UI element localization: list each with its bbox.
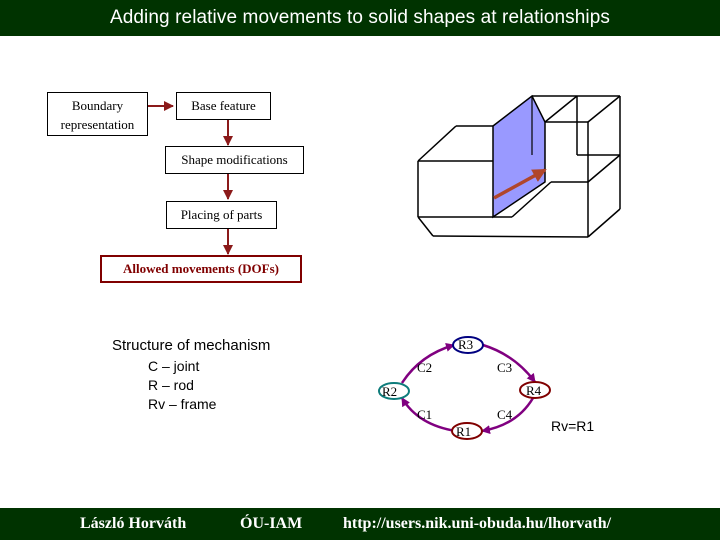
mechanism-item-joint: C – joint [148, 358, 200, 374]
joint-label: C1 [417, 407, 433, 422]
base-feature-label: Base feature [191, 98, 256, 113]
placing-of-parts-box [166, 201, 277, 229]
rod-label: R3 [458, 337, 474, 352]
footer-url[interactable]: http://users.nik.uni-obuda.hu/lhorvath/ [343, 515, 612, 532]
shape-modifications-box [165, 146, 304, 174]
allowed-movements-box [100, 255, 302, 283]
mechanism-title: Structure of mechanism [112, 337, 271, 354]
rv-equation: Rv=R1 [551, 418, 595, 434]
footer-institution: ÓU-IAM [240, 515, 303, 532]
shape-modifications-label: Shape modifications [181, 152, 288, 167]
joint-label: C2 [417, 360, 433, 375]
placing-of-parts-label: Placing of parts [180, 207, 263, 222]
plate-face [493, 96, 545, 217]
boundary-label-line-1: Boundary [71, 98, 124, 113]
mechanism-item-frame: Rv – frame [148, 396, 217, 412]
boundary-representation-box [47, 92, 148, 136]
slide-title: Adding relative movements to solid shapes at relationships [109, 7, 611, 28]
boundary-label-line-2: representation [60, 117, 135, 132]
allowed-movements-label: Allowed movements (DOFs) [123, 261, 279, 276]
rod-label: R1 [456, 424, 472, 439]
joint-label: C3 [497, 360, 513, 375]
joint-label: C4 [497, 407, 513, 422]
base-feature-box [176, 92, 271, 120]
rod-label: R2 [382, 384, 398, 399]
footer-author: László Horváth [80, 515, 187, 532]
rod-label: R4 [526, 383, 542, 398]
mechanism-item-rod: R – rod [148, 377, 194, 393]
